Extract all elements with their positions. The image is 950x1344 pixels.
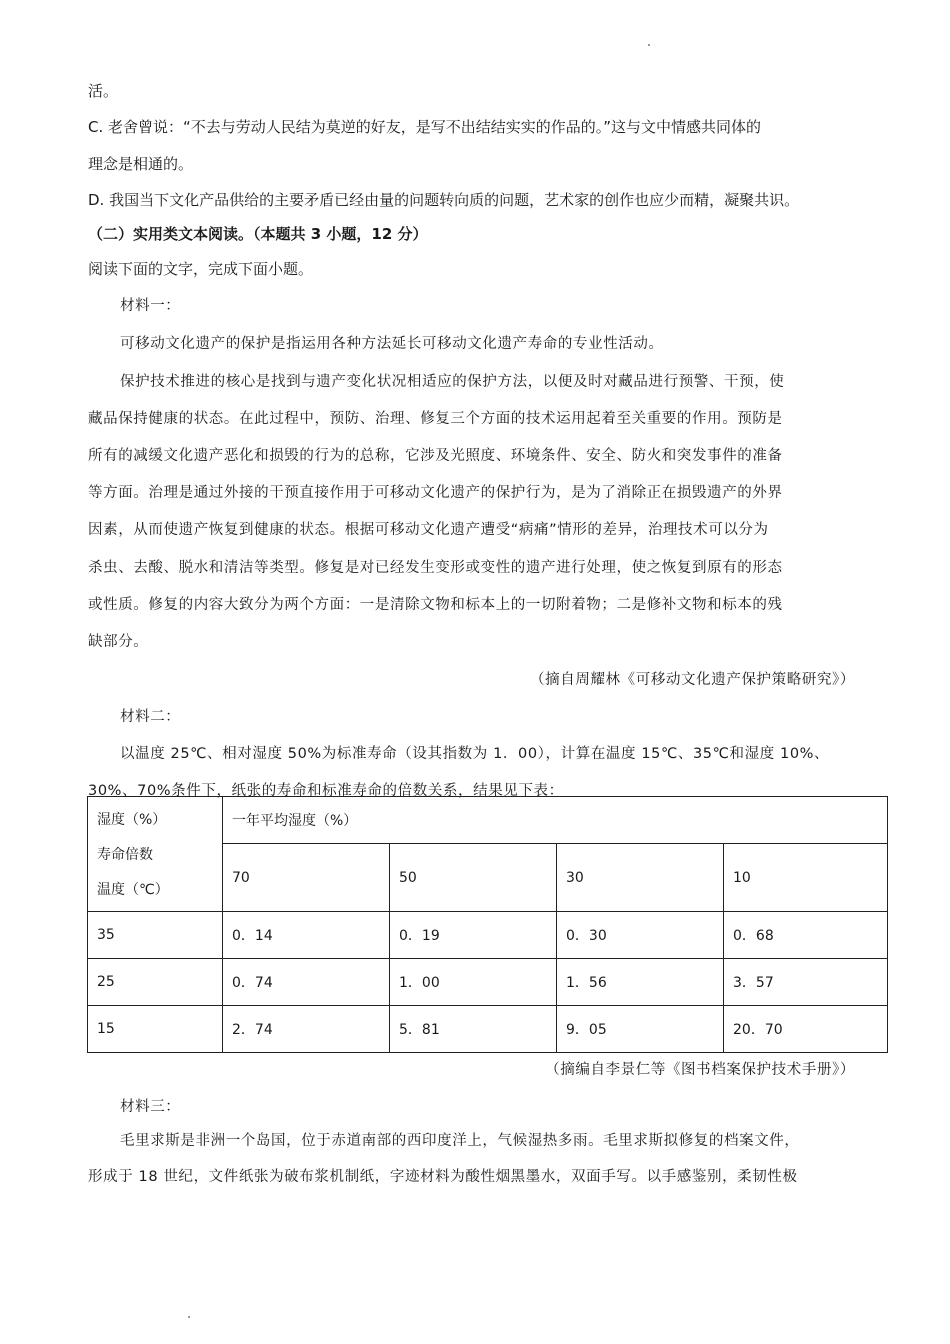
scan-dot [648, 44, 650, 46]
diagonal-header-cell [88, 797, 223, 912]
humidity-col-header: 10 [724, 844, 888, 912]
text-line: 理念是相通的。 [88, 155, 194, 173]
paragraph-line: 毛里求斯是非洲一个岛国，位于赤道南部的西印度洋上，气候湿热多雨。毛里求斯拟修复的档案文件， [120, 1133, 800, 1149]
paper-life-table [87, 796, 888, 1053]
table-row [88, 1006, 888, 1053]
paragraph-line: 形成于 18 世纪，文件纸张为破布浆机制纸，字迹材料为酸性烟黑墨水，双面手写。以手感鉴别，柔韧性极 [88, 1169, 798, 1185]
value-cell: 0．68 [724, 912, 888, 959]
material-two-label: 材料二： [120, 709, 181, 725]
table-row [88, 959, 888, 1006]
paragraph-line: 或性质。修复的内容大致分为两个方面：一是清除文物和标本上的一切附着物；二是修补文物和标本的残 [88, 597, 783, 613]
scan-dot [188, 1316, 190, 1318]
value-cell: 0．30 [557, 912, 724, 959]
humidity-col-header: 50 [390, 844, 557, 912]
paragraph-line: 藏品保持健康的状态。在此过程中，预防、治理、修复三个方面的技术运用起着至关重要的作用。预防是 [88, 411, 783, 427]
temp-cell: 35 [88, 912, 223, 959]
source-citation: （摘编自李景仁等《图书档案保护技术手册》） [545, 1062, 855, 1078]
paragraph-line: 因素，从而使遗产恢复到健康的状态。根据可移动文化遗产遭受“病痛”情形的差异，治理技术可以分为 [88, 522, 769, 538]
paragraph-line: 30%、70%条件下，纸张的寿命和标准寿命的倍数关系，结果见下表： [88, 783, 564, 799]
section-heading: （二）实用类文本阅读。（本题共 3 小题，12 分） [88, 225, 428, 243]
value-cell: 2．74 [223, 1006, 390, 1053]
paragraph-line: 保护技术推进的核心是找到与遗产变化状况相适应的保护方法，以便及时对藏品进行预警、干预，使 [120, 374, 785, 390]
material-one-label: 材料一： [120, 298, 181, 314]
material-three-label: 材料三： [120, 1099, 181, 1115]
paragraph-line: 杀虫、去酸、脱水和清洁等类型。修复是对已经发生变形或变性的遗产进行处理，使之恢复到原有的形态 [88, 560, 783, 576]
option-c: C. 老舍曾说：“不去与劳动人民结为莫逆的好友，是写不出结结实实的作品的。”这与文中情感共同体的 [88, 118, 762, 136]
temp-cell: 25 [88, 959, 223, 1006]
value-cell: 0．14 [223, 912, 390, 959]
humidity-col-header: 70 [223, 844, 390, 912]
source-citation: （摘自周耀林《可移动文化遗产保护策略研究》） [530, 672, 855, 688]
value-cell: 3．57 [724, 959, 888, 1006]
paragraph-line: 等方面。治理是通过外接的干预直接作用于可移动文化遗产的保护行为，是为了消除正在损毁遗产的外界 [88, 485, 783, 501]
value-cell: 1．00 [390, 959, 557, 1006]
temp-cell: 15 [88, 1006, 223, 1053]
paragraph-line: 可移动文化遗产的保护是指运用各种方法延长可移动文化遗产寿命的专业性活动。 [120, 336, 664, 352]
header-humidity: 湿度（%） [97, 811, 167, 828]
paragraph-line: 所有的减缓文化遗产恶化和损毁的行为的总称，它涉及光照度、环境条件、安全、防火和突发事件的准备 [88, 448, 783, 464]
value-cell: 0．74 [223, 959, 390, 1006]
option-d: D. 我国当下文化产品供给的主要矛盾已经由量的问题转向质的问题，艺术家的创作也应少而精，凝聚共识。 [88, 191, 800, 209]
value-cell: 1．56 [557, 959, 724, 1006]
paragraph-line: 以温度 25℃、相对湿度 50%为标准寿命（设其指数为 1．00），计算在温度 15℃、35℃和湿度 10%、 [120, 746, 830, 762]
text-line: 活。 [88, 82, 119, 100]
value-cell: 20．70 [724, 1006, 888, 1053]
value-cell: 5．81 [390, 1006, 557, 1053]
value-cell: 9．05 [557, 1006, 724, 1053]
instruction: 阅读下面的文字，完成下面小题。 [88, 260, 314, 278]
header-temperature: 温度（℃） [97, 881, 169, 898]
humidity-col-header: 30 [557, 844, 724, 912]
humidity-group-header: 一年平均湿度（%） [223, 797, 888, 844]
header-life-multiple: 寿命倍数 [97, 846, 153, 863]
paragraph-line: 缺部分。 [88, 634, 149, 650]
value-cell: 0．19 [390, 912, 557, 959]
table-row [88, 912, 888, 959]
